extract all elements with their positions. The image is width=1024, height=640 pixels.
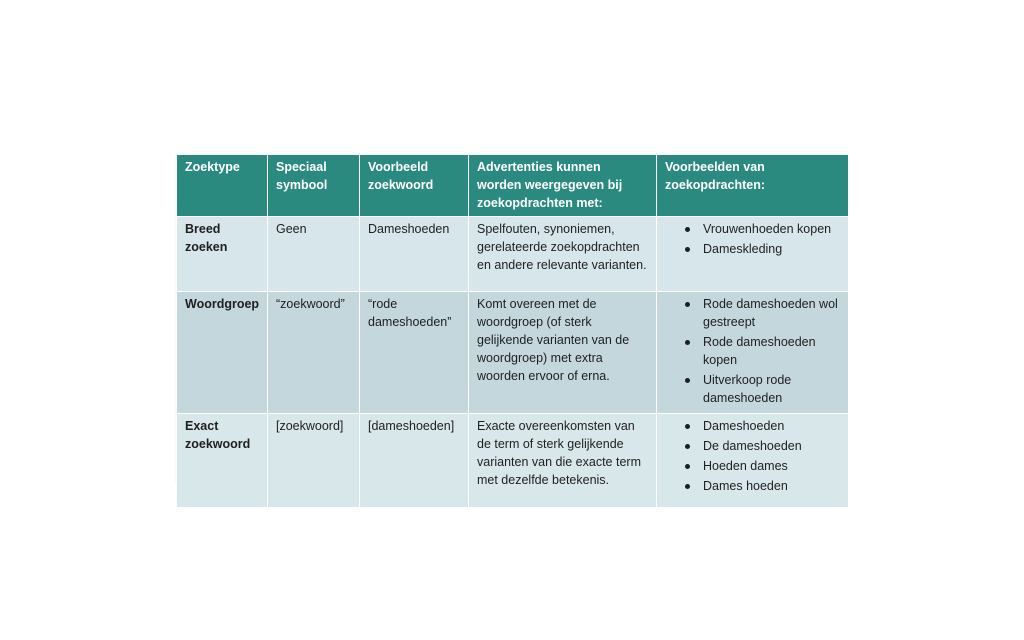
- table-row: [177, 292, 849, 414]
- list-item-text: Hoeden dames: [703, 459, 788, 473]
- table-row: [177, 414, 849, 508]
- cell-advertenties: Komt overeen met de woordgroep (of sterk gelijkende varianten van de woordgroep) met extra woorden ervoor of erna.: [469, 292, 657, 414]
- list-item: [681, 220, 840, 238]
- cell-voorbeeld: “rode dameshoeden”: [360, 292, 469, 414]
- list-item: [681, 477, 840, 495]
- list-item-text: Dames hoeden: [703, 479, 788, 493]
- example-list: [665, 417, 840, 495]
- header-advertenties: Advertenties kunnen worden weergegeven bij zoekopdrachten met:: [469, 155, 657, 217]
- list-item-text: Uitverkoop rode dameshoeden: [703, 373, 792, 405]
- bullet-icon: [685, 227, 690, 232]
- list-item: [681, 295, 840, 331]
- match-types-table-container: [176, 154, 848, 493]
- bullet-icon: [685, 484, 690, 489]
- header-speciaal-symbool: Speciaal symbool: [268, 155, 360, 217]
- bullet-icon: [685, 302, 690, 307]
- cell-advertenties: Exacte overeenkomsten van de term of sterk gelijkende varianten van die exacte term met dezelfde betekenis.: [469, 414, 657, 508]
- list-item-text: Rode dameshoeden wol gestreept: [703, 297, 838, 329]
- list-item-text: De dameshoeden: [703, 439, 802, 453]
- bullet-icon: [685, 444, 690, 449]
- list-item-text: Dameskleding: [703, 242, 783, 256]
- cell-symbool: [zoekwoord]: [268, 414, 360, 508]
- list-item: [681, 457, 840, 475]
- list-item: [681, 333, 840, 369]
- list-item-text: Dameshoeden: [703, 419, 785, 433]
- cell-voorbeelden: [657, 292, 849, 414]
- list-item: [681, 437, 840, 455]
- header-voorbeeld-zoekwoord: Voorbeeld zoekwoord: [360, 155, 469, 217]
- header-voorbeelden: Voorbeelden van zoekopdrachten:: [657, 155, 849, 217]
- cell-voorbeelden: [657, 217, 849, 292]
- table-row: [177, 217, 849, 292]
- header-zoektype: Zoektype: [177, 155, 268, 217]
- list-item: [681, 240, 840, 258]
- cell-symbool: “zoekwoord”: [268, 292, 360, 414]
- cell-zoektype: Breed zoeken: [177, 217, 268, 292]
- cell-advertenties: Spelfouten, synoniemen, gerelateerde zoekopdrachten en andere relevante varianten.: [469, 217, 657, 292]
- list-item: [681, 371, 840, 407]
- cell-zoektype: Woordgroep: [177, 292, 268, 414]
- cell-voorbeeld: [dameshoeden]: [360, 414, 469, 508]
- bullet-icon: [685, 378, 690, 383]
- bullet-icon: [685, 424, 690, 429]
- list-item-text: Vrouwenhoeden kopen: [703, 222, 832, 236]
- cell-zoektype: Exact zoekwoord: [177, 414, 268, 508]
- table-header-row: [177, 155, 849, 217]
- cell-voorbeelden: [657, 414, 849, 508]
- example-list: [665, 295, 840, 407]
- match-types-table: [176, 154, 849, 508]
- list-item: [681, 417, 840, 435]
- list-item-text: Rode dameshoeden kopen: [703, 335, 816, 367]
- bullet-icon: [685, 464, 690, 469]
- bullet-icon: [685, 247, 690, 252]
- cell-symbool: Geen: [268, 217, 360, 292]
- cell-voorbeeld: Dameshoeden: [360, 217, 469, 292]
- example-list: [665, 220, 840, 258]
- bullet-icon: [685, 340, 690, 345]
